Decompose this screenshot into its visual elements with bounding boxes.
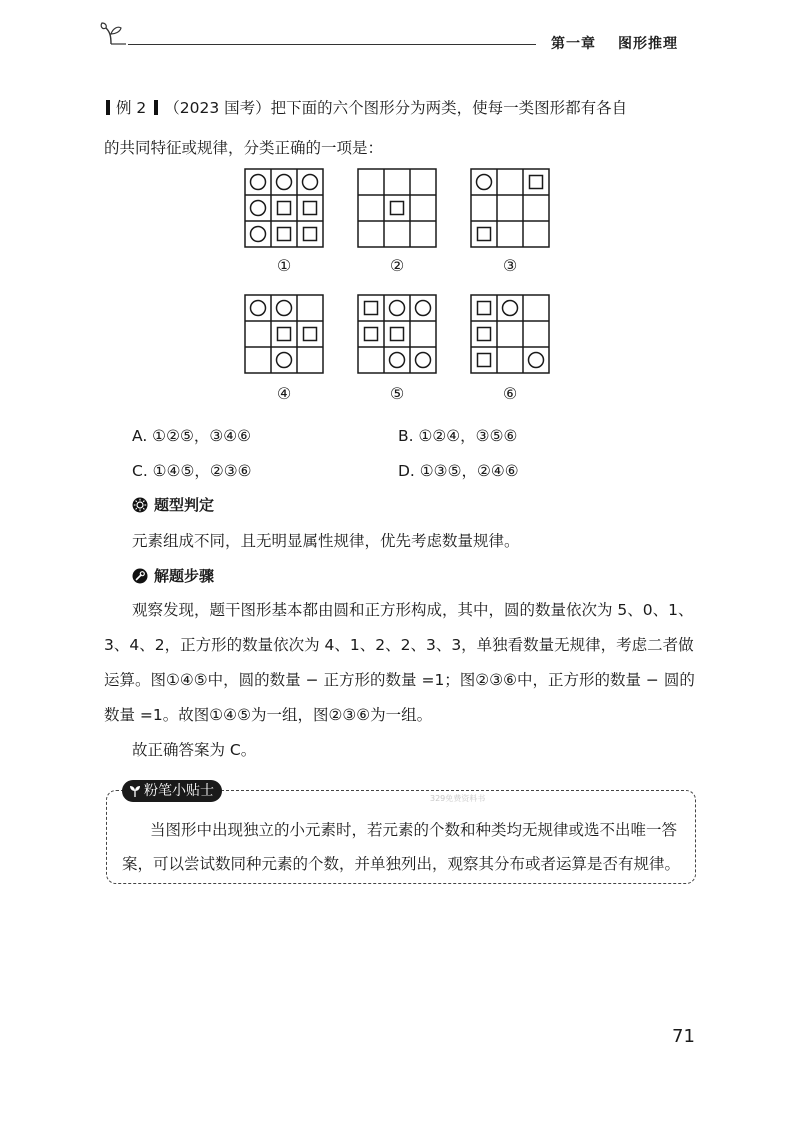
figure-4-label: ④ xyxy=(276,384,292,403)
grid-lines xyxy=(471,169,549,247)
figure-3-label: ③ xyxy=(502,256,518,275)
circle-element xyxy=(416,301,431,316)
chapter-label: 第一章 xyxy=(551,36,596,52)
circle-element xyxy=(251,301,266,316)
sun-icon xyxy=(132,497,148,513)
circle-element xyxy=(503,301,518,316)
tools-icon xyxy=(132,568,148,584)
figure-grid xyxy=(244,168,324,248)
square-element xyxy=(391,328,404,341)
option-d: D. ①③⑤，②④⑥ xyxy=(398,462,519,480)
figure-grid xyxy=(357,294,437,374)
grid-lines xyxy=(245,295,323,373)
square-element xyxy=(365,328,378,341)
figure-1 xyxy=(244,168,324,248)
question-text-1: 把下面的六个图形分为两类，使每一类图形都有各自 xyxy=(270,99,628,117)
type-text: 元素组成不同，且无明显属性规律，优先考虑数量规律。 xyxy=(132,532,520,550)
square-element xyxy=(304,202,317,215)
circle-element xyxy=(251,175,266,190)
figure-grid xyxy=(470,168,550,248)
option-a: A. ①②⑤，③④⑥ xyxy=(132,427,252,445)
answer-text: 故正确答案为 C。 xyxy=(132,741,257,759)
type-heading xyxy=(132,494,214,515)
circle-element xyxy=(390,301,405,316)
square-element xyxy=(365,302,378,315)
figure-grid xyxy=(244,294,324,374)
grid-lines xyxy=(245,169,323,247)
figure-grid xyxy=(470,294,550,374)
page-number: 71 xyxy=(672,1026,695,1047)
square-element xyxy=(304,328,317,341)
figure-6 xyxy=(470,294,550,374)
example-bar-right xyxy=(154,100,158,115)
question-source: （2023 国考） xyxy=(164,99,271,117)
circle-element xyxy=(303,175,318,190)
square-element xyxy=(478,228,491,241)
circle-element xyxy=(251,227,266,242)
circle-element xyxy=(529,353,544,368)
figure-grid xyxy=(357,168,437,248)
circle-element xyxy=(277,175,292,190)
example-label: 例 2 xyxy=(116,99,147,117)
circle-element xyxy=(277,301,292,316)
tip-label-text: 粉笔小贴士 xyxy=(144,783,214,799)
steps-line-2: 3、4、2，正方形的数量依次为 4、1、2、2、3、3，单独看数量无规律，考虑二者做 xyxy=(104,636,694,654)
type-heading-text: 题型判定 xyxy=(154,496,215,514)
question-line-1 xyxy=(104,96,627,118)
figure-3 xyxy=(470,168,550,248)
example-bar-left xyxy=(106,100,110,115)
option-c: C. ①④⑤，②③⑥ xyxy=(132,462,252,480)
circle-element xyxy=(477,175,492,190)
grid-lines xyxy=(471,295,549,373)
square-element xyxy=(478,328,491,341)
square-element xyxy=(478,302,491,315)
steps-heading-text: 解题步骤 xyxy=(154,567,215,585)
grid-lines xyxy=(358,295,436,373)
figure-5-label: ⑤ xyxy=(389,384,405,403)
figure-4 xyxy=(244,294,324,374)
question-text-2: 的共同特征或规律，分类正确的一项是： xyxy=(104,139,384,157)
grid-lines xyxy=(358,169,436,247)
circle-element xyxy=(251,201,266,216)
square-element xyxy=(278,328,291,341)
square-element xyxy=(278,228,291,241)
figure-1-label: ① xyxy=(276,256,292,275)
square-element xyxy=(530,176,543,189)
tip-label xyxy=(122,780,222,802)
chapter-title: 图形推理 xyxy=(618,36,678,52)
square-element xyxy=(304,228,317,241)
square-element xyxy=(478,354,491,367)
circle-element xyxy=(277,353,292,368)
running-header xyxy=(551,33,678,53)
circle-element xyxy=(416,353,431,368)
watermark: 329免费资料书 xyxy=(430,794,486,803)
circle-element xyxy=(390,353,405,368)
tip-line-2: 案，可以尝试数同种元素的个数，并单独列出，观察其分布或者运算是否有规律。 xyxy=(122,855,681,873)
steps-heading xyxy=(132,565,214,586)
header-rule xyxy=(128,44,536,45)
figure-2 xyxy=(357,168,437,248)
sprout-icon xyxy=(96,18,126,48)
figure-2-label: ② xyxy=(389,256,405,275)
leaf-icon xyxy=(128,784,142,798)
steps-line-4: 数量 =1。故图①④⑤为一组，图②③⑥为一组。 xyxy=(104,706,433,724)
option-b: B. ①②④，③⑤⑥ xyxy=(398,427,518,445)
steps-line-1: 观察发现，题干图形基本都由圆和正方形构成，其中，圆的数量依次为 5、0、1、 xyxy=(132,601,694,619)
square-element xyxy=(278,202,291,215)
tip-line-1: 当图形中出现独立的小元素时，若元素的个数和种类均无规律或选不出唯一答 xyxy=(150,821,678,839)
square-element xyxy=(391,202,404,215)
figure-6-label: ⑥ xyxy=(502,384,518,403)
figure-5 xyxy=(357,294,437,374)
steps-line-3: 运算。图①④⑤中，圆的数量 − 正方形的数量 =1；图②③⑥中，正方形的数量 − 圆的 xyxy=(104,671,695,689)
